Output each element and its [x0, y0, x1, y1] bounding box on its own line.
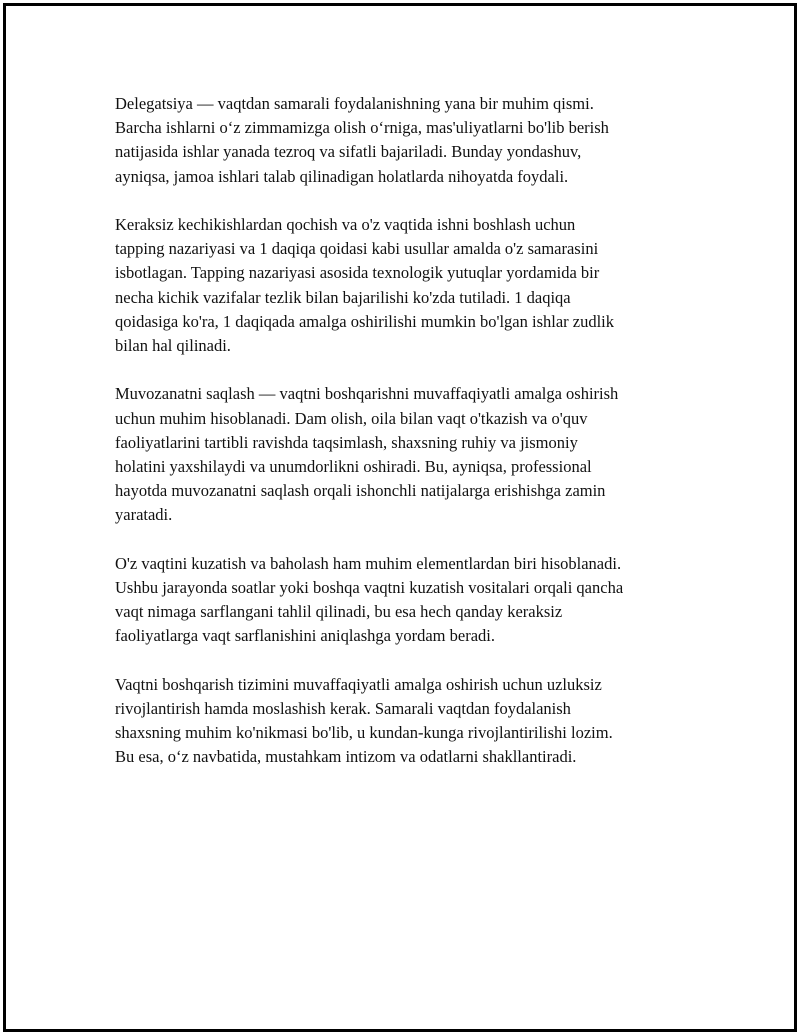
document-body: [115, 92, 705, 794]
paragraph-continuous-improvement: Vaqtni boshqarish tizimini muvaffaqiyatli amalga oshirish uchun uzluksiz rivojlantirish hamda moslashish kerak. Samarali vaqtdan foydalanish shaxsning muhim ko'nikmasi bo'lib, u kundan-kunga rivojlantirilishi lozim. Bu esa, o‘z navbatida, mustahkam intizom va odatlarni shakllantiradi.: [115, 674, 613, 767]
paragraph-balance: Muvozanatni saqlash — vaqtni boshqarishni muvaffaqiyatli amalga oshirish uchun muhim hisoblanadi. Dam olish, oila bilan vaqt o'tkazish va o'quv faoliyatlarini tartibli ravishda taqsimlash, shaxsning ruhiy va jismoniy holatini yaxshilaydi va unumdorlikni oshiradi. Bu, ayniqsa, professional hayotda muvozanatni saqlash orqali ishonchli natijalarga erishishga zamin yaratadi.: [115, 384, 619, 525]
paragraph-time-tracking: O'z vaqtini kuzatish va baholash ham muhim elementlardan biri hisoblanadi. Ushbu jarayonda soatlar yoki boshqa vaqtni kuzatish vositalari orqali qancha vaqt nimaga sarflangani tahlil qilinadi, bu esa hech qanday keraksiz faoliyatlarga vaqt sarflanishini aniqlashga yordam beradi.: [115, 553, 624, 646]
paragraph-tapping-theory: Keraksiz kechikishlardan qochish va o'z vaqtida ishni boshlash uchun tapping nazariyasi va 1 daqiqa qoidasi kabi usullar amalda o'z samarasini isbotlagan. Tapping nazariyasi asosida texnologik yutuqlar yordamida bir necha kichik vazifalar tezlik bilan bajarilishi ko'zda tutiladi. 1 daqiqa qoidasiga ko'ra, 1 daqiqada amalga oshirilishi mumkin bo'lgan ishlar zudlik bilan hal qilinadi.: [115, 215, 615, 356]
paragraph-delegation: Delegatsiya — vaqtdan samarali foydalanishning yana bir muhim qismi. Barcha ishlarni o‘z zimmamizga olish o‘rniga, mas'uliyatlarni bo'lib berish natijasida ishlar yanada tezroq va sifatli bajariladi. Bunday yondashuv, ayniqsa, jamoa ishlari talab qilinadigan holatlarda nihoyatda foydali.: [115, 94, 609, 186]
